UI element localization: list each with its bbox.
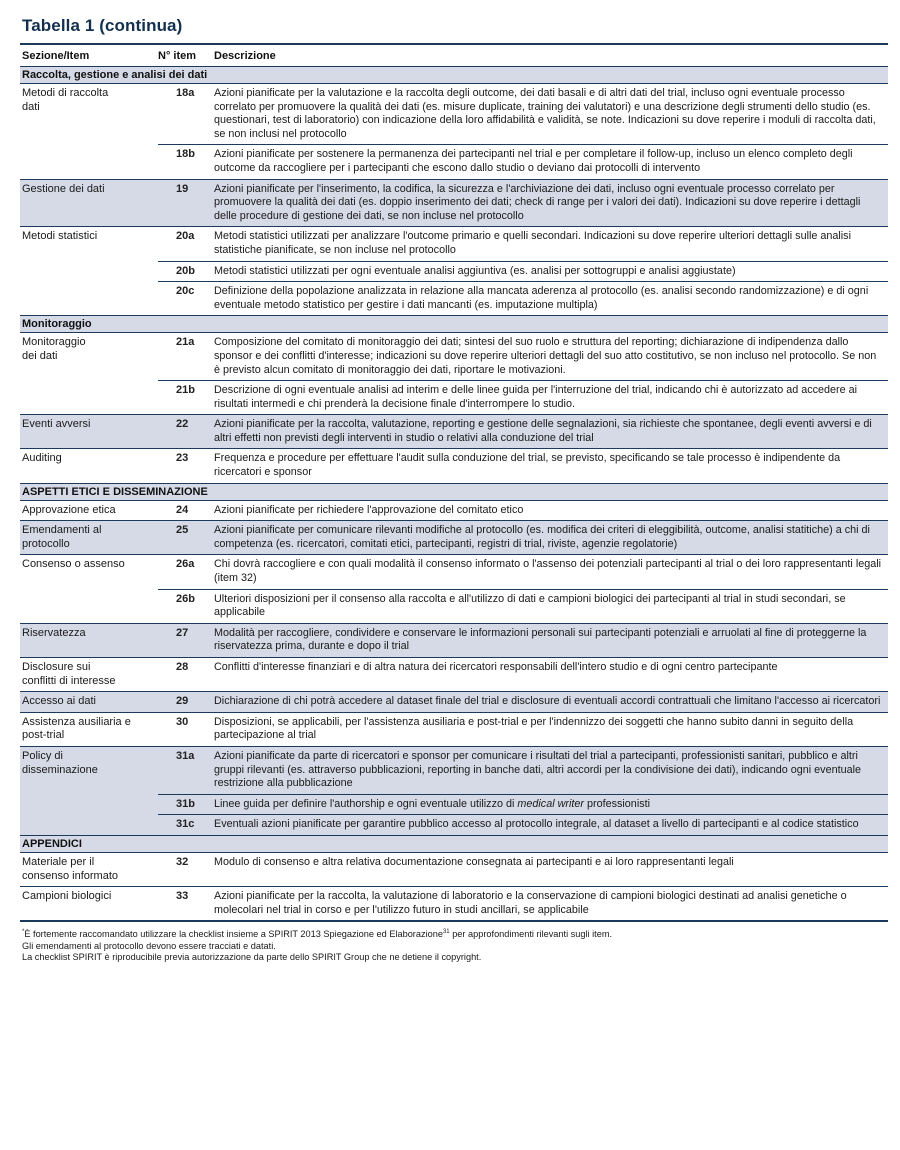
item-description: Azioni pianificate per sostenere la permanenza dei partecipanti nel trial e per completare il follow-up, incluso un elenco completo degli outcome da raccogliere per i partecipanti che escono dallo studio o deviano dai protocolli di intervento xyxy=(214,148,853,174)
footnote-3: La checklist SPIRIT è riproducibile previa autorizzazione da parte dello SPIRIT Group che ne detiene il copyright. xyxy=(22,952,482,963)
item-number: 33 xyxy=(176,890,189,903)
item-number: 29 xyxy=(176,695,189,708)
table-row xyxy=(158,381,888,414)
group-name: Approvazione etica xyxy=(22,503,116,516)
group-items xyxy=(158,887,888,920)
table-row xyxy=(158,624,888,657)
item-number: 26b xyxy=(176,592,195,605)
item-description: Azioni pianificate per l'inserimento, la codifica, la sicurezza e l'archiviazione dei dati, incluso ogni eventuale processo correlato per promuovere la qualità dei dati (es. doppio inserimento dei dati; check di range per i valori dei dati). Indicazioni su dove reperire i dettagli delle procedure di gestione dei dati, se non incluse nel protocollo xyxy=(214,182,861,222)
item-group xyxy=(20,658,888,692)
group-items xyxy=(158,713,888,746)
bottom-rule xyxy=(20,921,888,922)
item-number: 18b xyxy=(176,148,195,161)
group-name: Emendamenti al protocollo xyxy=(22,524,102,550)
footnote-mark: * xyxy=(22,929,25,936)
table-header xyxy=(20,45,888,67)
group-name: Policy di disseminazione xyxy=(22,749,98,776)
table-row xyxy=(158,815,888,835)
table-row xyxy=(158,658,888,678)
item-number: 26a xyxy=(176,558,195,571)
item-description: Azioni pianificate da parte di ricercatori e sponsor per comunicare i risultati del trial a partecipanti, professionisti sanitari, pubblico e altri gruppi rilevanti (es. attraverso pubblicazioni, reporting in banche dati, altri accordi per la condivisione dei dati), indicando ogni eventuale restrizione alla pubblicazione xyxy=(214,749,861,790)
group-items xyxy=(158,501,888,521)
item-number: 25 xyxy=(176,524,189,537)
group-items xyxy=(158,227,888,315)
item-description: Azioni pianificate per la valutazione e la raccolta degli outcome, dei dati basali e di altri dati del trial, incluso ogni eventuale processo correlato per promuovere la qualità dei dati (es. misure duplicate, training dei valutatori) e una descrizione degli strumenti dello studio (es. questionari, test di laboratorio) con indicazione della loro affidabilità e validità, se note. Indicazioni su dove reperire i moduli di raccolta dati, se non inclusi nel protocollo xyxy=(214,87,876,140)
item-number: 22 xyxy=(176,418,189,431)
item-description: Azioni pianificate per richiedere l'approvazione del comitato etico xyxy=(214,503,524,516)
table-row xyxy=(158,713,888,746)
item-group xyxy=(20,180,888,228)
table-row xyxy=(158,501,888,521)
table-row xyxy=(158,887,888,920)
item-group xyxy=(20,227,888,316)
table-row xyxy=(158,333,888,381)
item-number: 20c xyxy=(176,285,195,298)
group-items xyxy=(158,747,888,835)
item-group xyxy=(20,415,888,449)
item-group xyxy=(20,747,888,836)
item-group xyxy=(20,333,888,415)
group-name: Gestione dei dati xyxy=(22,182,105,195)
item-description: Dichiarazione di chi potrà accedere al dataset finale del trial e disclosure di eventuali accordi contrattuali che limitano l'accesso ai ricercatori xyxy=(214,695,881,708)
item-description: Ulteriori disposizioni per il consenso alla raccolta e all'utilizzo di dati e campioni biologici dei partecipanti al trial in studi secondari, se applicabile xyxy=(214,592,846,619)
description-text: Linee guida per definire l'authorship e ogni eventuale utilizzo di xyxy=(214,797,518,810)
group-name: Accesso ai dati xyxy=(22,695,96,708)
item-group xyxy=(20,692,888,713)
group-items xyxy=(158,692,888,712)
group-items xyxy=(158,555,888,622)
footnote-1-ref: 31 xyxy=(442,929,450,936)
item-description: Metodi statistici utilizzati per analizzare l'outcome primario e quelli secondari. Indicazioni su dove reperire ulteriori dettagli sulle analisi statistiche pianificate, se non incluse nel protocollo xyxy=(214,230,851,256)
item-group xyxy=(20,887,888,921)
item-group xyxy=(20,501,888,522)
item-description: Modalità per raccogliere, condividere e conservare le informazioni personali sui partecipanti potenziali e arruolati al fine di proteggerne la riservatezza prima, durante e dopo il trial xyxy=(214,626,867,653)
item-description: Disposizioni, se applicabili, per l'assistenza ausiliaria e post-trial e per l'indennizzo dei soggetti che hanno subito danni in seguito della partecipazione al trial xyxy=(214,715,854,742)
group-items xyxy=(158,415,888,448)
item-description xyxy=(212,795,888,815)
footnotes xyxy=(20,927,888,964)
group-items xyxy=(158,180,888,227)
item-description: Chi dovrà raccogliere e con quali modalità il consenso informato o l'assenso dei potenziali partecipanti al trial o dei loro rappresentanti legali (item 32) xyxy=(214,558,882,585)
group-name: Eventi avversi xyxy=(22,418,91,431)
group-name: Campioni biologici xyxy=(22,890,112,903)
table-row xyxy=(158,180,888,227)
item-group xyxy=(20,84,888,180)
footnote-1 xyxy=(22,927,888,941)
group-items xyxy=(158,853,888,886)
group-name: Disclosure sui conflitti di interesse xyxy=(22,661,116,687)
table-body xyxy=(20,67,888,921)
table-row xyxy=(158,692,888,712)
item-number: 31c xyxy=(176,818,195,831)
table-row xyxy=(158,590,888,623)
group-name: Monitoraggio dei dati xyxy=(22,336,86,362)
item-number: 24 xyxy=(176,503,189,516)
table-row xyxy=(158,449,888,482)
item-description: Modulo di consenso e altra relativa documentazione consegnata ai partecipanti e ai loro rappresentanti legali xyxy=(214,855,734,868)
group-items xyxy=(158,624,888,657)
item-number: 31b xyxy=(176,797,195,810)
table-row xyxy=(158,84,888,145)
item-description: Azioni pianificate per la raccolta, la valutazione di laboratorio e la conservazione di campioni biologici destinati ad analisi genetiche o molecolari nel trial in corso e per l'utilizzo futuro in studi ancillari, se applicabile xyxy=(214,890,847,916)
table-row xyxy=(158,555,888,589)
item-description: Eventuali azioni pianificate per garantire pubblico accesso al protocollo integrale, al dataset a livello di partecipanti e al codice statistico xyxy=(214,818,859,831)
description-emphasis: medical writer xyxy=(517,797,584,810)
document-page xyxy=(20,16,888,964)
item-description: Azioni pianificate per la raccolta, valutazione, reporting e gestione delle segnalazioni, sia richieste che spontanee, degli eventi avversi e di altri effetti non previsti degli interventi in studio o relativi alla conduzione del trial xyxy=(214,418,872,444)
table-row xyxy=(158,747,888,795)
group-items xyxy=(158,333,888,414)
item-number: 19 xyxy=(176,182,189,195)
item-number: 20a xyxy=(176,230,195,243)
group-items xyxy=(158,449,888,482)
item-description: Definizione della popolazione analizzata in relazione alla mancata aderenza al protocollo (es. analisi secondo randomizzazione) e di ogni eventuale metodo statistico per gestire i dati mancanti (es. imputazione multipla) xyxy=(214,285,869,311)
header-description: Descrizione xyxy=(214,50,276,62)
item-description: Conflitti d'interesse finanziari e di altra natura dei ricercatori responsabili dell'intero studio e di ogni centro partecipante xyxy=(214,661,778,673)
item-group xyxy=(20,449,888,483)
footnote-1-end: per approfondimenti rilevanti sugli item. xyxy=(449,929,613,940)
item-number: 28 xyxy=(176,661,189,673)
table-row xyxy=(158,853,888,873)
item-number: 31a xyxy=(176,749,195,762)
item-description: Azioni pianificate per comunicare rilevanti modifiche al protocollo (es. modifica dei criteri di eleggibilità, outcome, analisi statitiche) a chi di competenza (es. ricercatori, comitati etici, partecipanti, registri di trial, riviste, agenzie regolatorie) xyxy=(214,524,870,550)
item-number: 21a xyxy=(176,336,195,349)
item-description: Frequenza e procedure per effettuare l'audit sulla conduzione del trial, se previsto, specificando se tale processo è indipendente da ricercatori e sponsor xyxy=(214,452,841,479)
group-name: Materiale per il consenso informato xyxy=(22,855,118,882)
item-number: 30 xyxy=(176,715,189,728)
item-number: 18a xyxy=(176,87,195,99)
item-number: 27 xyxy=(176,626,189,639)
header-section: Sezione/Item xyxy=(22,50,90,62)
item-number: 21b xyxy=(176,384,195,397)
table-row xyxy=(158,227,888,261)
item-number: 20b xyxy=(176,264,195,277)
group-items xyxy=(158,658,888,691)
table-row xyxy=(158,282,888,315)
group-items xyxy=(158,84,888,179)
group-items xyxy=(158,521,888,554)
footnote-2: Gli emendamenti al protocollo devono essere tracciati e datati. xyxy=(22,940,276,951)
table-title: Tabella 1 (continua) xyxy=(22,16,183,35)
table-row xyxy=(158,262,888,283)
group-name: Metodi statistici xyxy=(22,230,98,243)
table-row xyxy=(158,415,888,448)
item-group xyxy=(20,624,888,658)
table-row xyxy=(158,145,888,178)
table-row xyxy=(158,521,888,554)
item-description: Metodi statistici utilizzati per ogni eventuale analisi aggiuntiva (es. analisi per sottogruppi e analisi aggiustate) xyxy=(214,264,736,277)
group-name: Riservatezza xyxy=(22,626,86,639)
item-number: 23 xyxy=(176,452,189,465)
group-name: Metodi di raccolta dati xyxy=(22,87,109,113)
section-heading: APPENDICI xyxy=(20,836,888,853)
item-group xyxy=(20,555,888,623)
description-text: professionisti xyxy=(584,797,651,810)
item-group xyxy=(20,713,888,747)
footnote-1-text: È fortemente raccomandato utilizzare la checklist insieme a SPIRIT 2013 Spiegazione ed Elaborazione xyxy=(24,929,443,940)
group-name: Consenso o assenso xyxy=(22,558,125,571)
section-heading: Monitoraggio xyxy=(20,316,888,333)
item-group xyxy=(20,853,888,887)
item-description: Descrizione di ogni eventuale analisi ad interim e delle linee guida per l'interruzione del trial, indicando chi è autorizzato ad accedere ai risultati intermedi e chi prenderà la decisione finale d'interrompere lo studio. xyxy=(214,384,858,410)
section-heading: Raccolta, gestione e analisi dei dati xyxy=(20,67,888,84)
table-row xyxy=(158,795,888,816)
group-name: Auditing xyxy=(22,452,62,465)
header-item-number: N° item xyxy=(158,50,197,62)
item-number: 32 xyxy=(176,855,189,868)
item-group xyxy=(20,521,888,555)
group-name: Assistenza ausiliaria e post-trial xyxy=(22,715,131,742)
section-heading: ASPETTI ETICI E DISSEMINAZIONE xyxy=(20,484,888,501)
item-description: Composizione del comitato di monitoraggio dei dati; sintesi del suo ruolo e struttura del reporting; dichiarazione di indipendenza dallo sponsor e dei conflitti d'interesse; indicazioni su dove reperire ulteriori dettagli del suo atto costitutivo, se non incluso nel protocollo. Se non è previsto alcun comitato di monitoraggio dei dati, riportare le motivazioni. xyxy=(214,336,877,376)
